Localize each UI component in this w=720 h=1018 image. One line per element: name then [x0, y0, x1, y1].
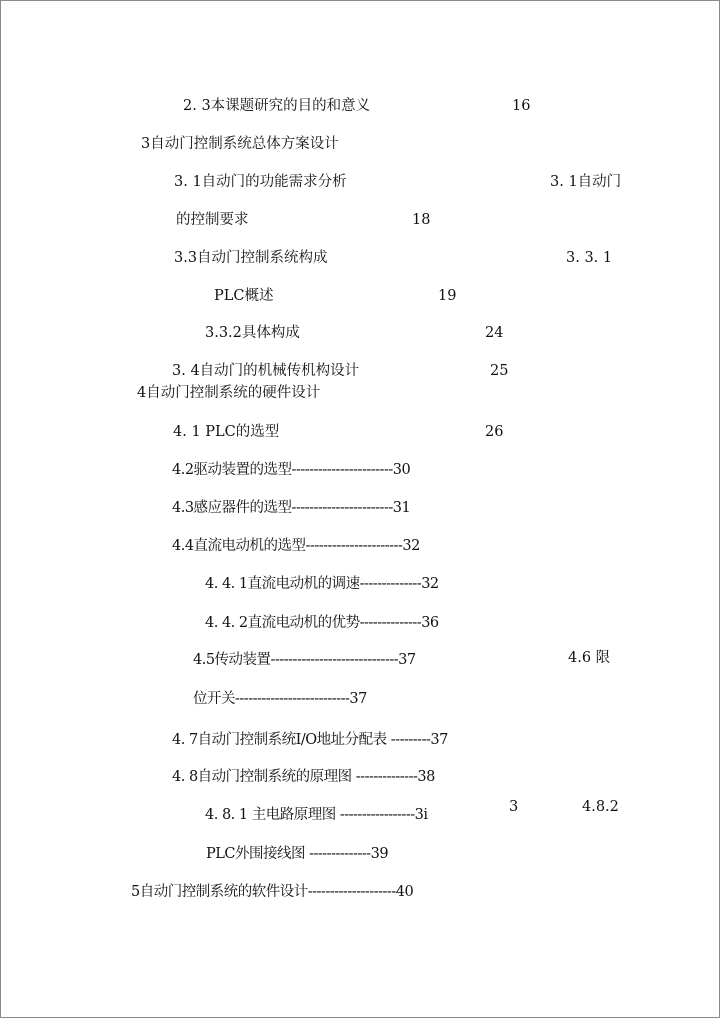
- toc-entry-4-4[interactable]: 4.4直流电动机的选型----------------------32: [172, 538, 420, 554]
- toc-entry-4-7[interactable]: 4. 7自动门控制系统I/O地址分配表 ---------37: [172, 732, 448, 748]
- toc-entry-4-5[interactable]: 4.5传动装置-----------------------------37: [193, 652, 416, 668]
- toc-entry-3-1-wrapped[interactable]: 3. 1自动门: [550, 174, 622, 190]
- toc-entry-continuation: 的控制要求: [176, 212, 249, 228]
- toc-entry-plc-wiring[interactable]: PLC外围接线图 --------------39: [206, 846, 389, 862]
- toc-entry-4-8[interactable]: 4. 8自动门控制系统的原理图 --------------38: [172, 769, 435, 785]
- toc-entry-3-3-1-number[interactable]: 3. 3. 1: [566, 250, 613, 266]
- toc-entry-3-4[interactable]: 3. 4自动门的机械传机构设计: [172, 363, 360, 379]
- toc-entry-plc-overview[interactable]: PLC概述: [214, 288, 274, 304]
- toc-entry-3-3-2[interactable]: 3.3.2具体构成: [205, 325, 300, 341]
- toc-entry-4-4-1[interactable]: 4. 4. 1直流电动机的调速--------------32: [205, 576, 439, 592]
- toc-entry-4-1[interactable]: 4. 1 PLC的选型: [173, 424, 280, 440]
- toc-entry-4-6-wrapped[interactable]: 4.6 限: [568, 650, 611, 666]
- toc-entry-continuation[interactable]: 位开关--------------------------37: [193, 691, 367, 707]
- toc-entry-4-2[interactable]: 4.2驱动装置的选型-----------------------30: [172, 462, 411, 478]
- toc-page-number: 18: [412, 212, 431, 228]
- toc-entry-chapter-3[interactable]: 3自动门控制系统总体方案设计: [141, 136, 339, 152]
- toc-entry-chapter-4[interactable]: 4自动门控制系统的硬件设计: [137, 385, 321, 401]
- toc-entry-2-3[interactable]: 2. 3本课题研究的目的和意义: [183, 98, 371, 114]
- toc-entry-4-3[interactable]: 4.3感应器件的选型-----------------------31: [172, 500, 411, 516]
- toc-entry-chapter-5[interactable]: 5自动门控制系统的软件设计--------------------40: [131, 884, 414, 900]
- toc-page-number: 19: [438, 288, 457, 304]
- toc-page-number: 25: [490, 363, 509, 379]
- toc-entry-4-4-2[interactable]: 4. 4. 2直流电动机的优势--------------36: [205, 615, 439, 631]
- toc-entry-3-1[interactable]: 3. 1自动门的功能需求分析: [174, 174, 347, 190]
- toc-entry-3-3[interactable]: 3.3自动门控制系统构成: [174, 250, 328, 266]
- toc-page-number: 16: [512, 98, 531, 114]
- toc-page-number: 26: [485, 424, 504, 440]
- toc-page-number: 24: [485, 325, 504, 341]
- toc-entry-4-8-2-number[interactable]: 4.8.2: [582, 799, 619, 815]
- toc-stray-number: 3: [509, 799, 519, 815]
- toc-entry-4-8-1[interactable]: 4. 8. 1 主电路原理图 -----------------3i: [205, 807, 428, 823]
